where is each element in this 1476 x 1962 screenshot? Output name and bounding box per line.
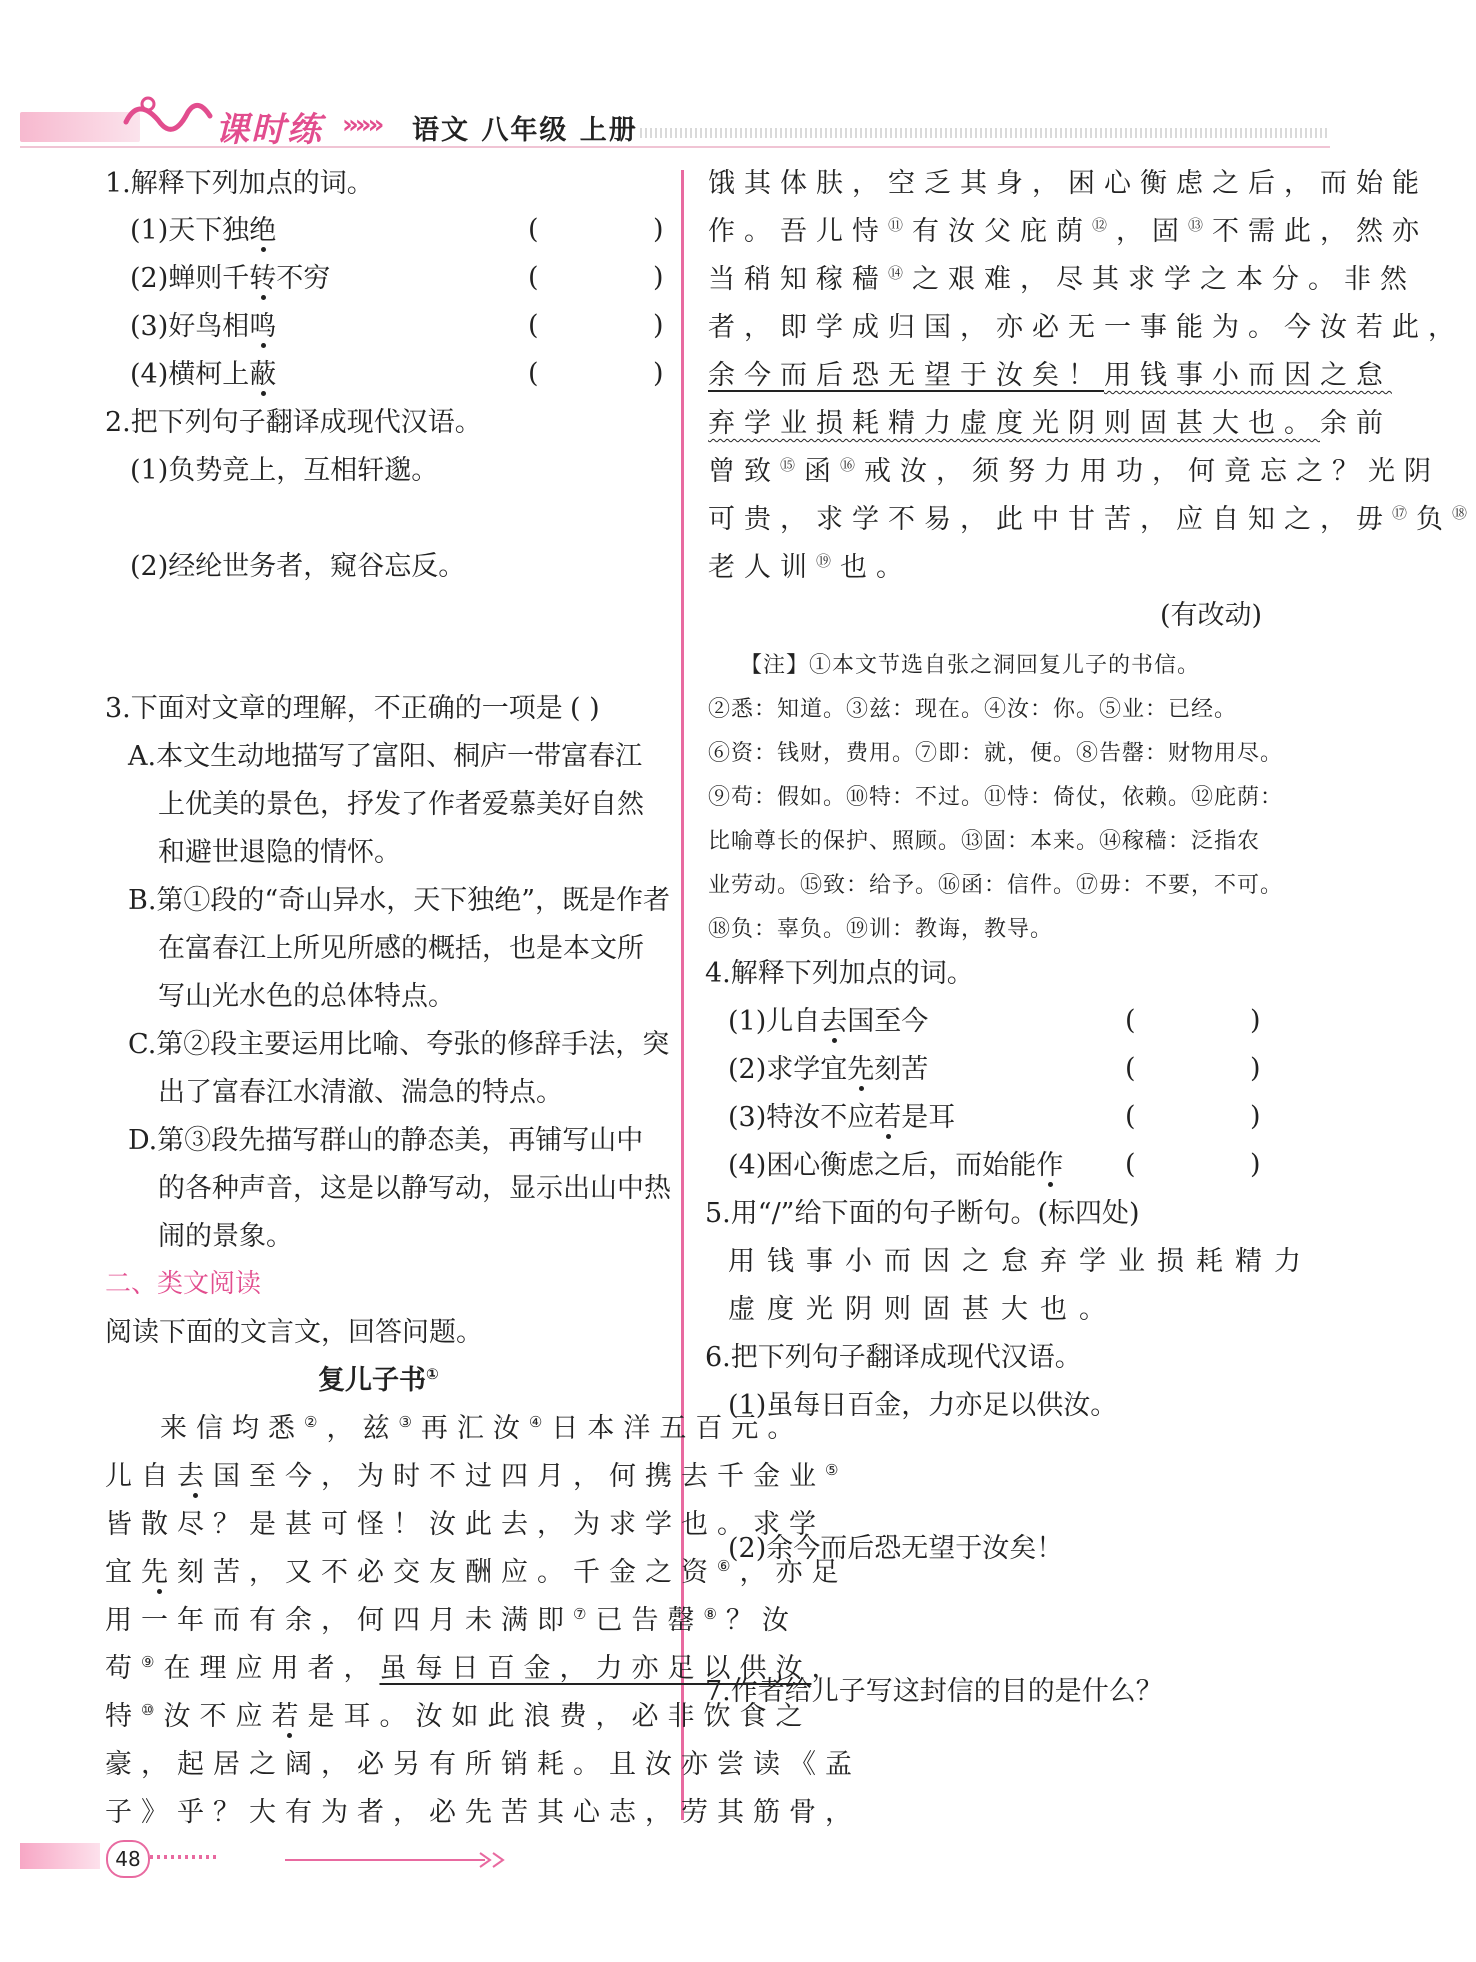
passage-line: 儿自去国至今，为时不过四月，何携去千金业⑤ — [105, 1461, 848, 1492]
brand-logo-icon — [118, 92, 213, 150]
footnote-line: ⑨苟：假如。⑩特：不过。⑪恃：倚仗，依赖。⑫庇荫： — [708, 785, 1284, 810]
passage-line: 可贵，求学不易，此中甘苦，应自知之，毋⑰负⑱ — [708, 504, 1476, 535]
answer-paren-open: ( — [1125, 1149, 1136, 1180]
answer-paren-open: ( — [1125, 1005, 1136, 1036]
q3-option-a-line: 上优美的景色，抒发了作者爱慕美好自然 — [158, 789, 644, 820]
section-heading: 二、类文阅读 — [105, 1269, 262, 1299]
q3-option-a-line: 和避世退隐的情怀。 — [158, 837, 401, 868]
answer-paren-close: ) — [1250, 1005, 1261, 1036]
q3-option-d-line: 闹的景象。 — [158, 1221, 293, 1252]
q1-item-4: (4)横柯上蔽 — [130, 359, 277, 390]
q4-item-1: (1)儿自去国至今 — [728, 1006, 929, 1037]
q3-option-c: C.第②段主要运用比喻、夸张的修辞手法，突 — [128, 1029, 670, 1060]
passage-title: 复儿子书① — [318, 1365, 439, 1396]
q3-option-b-line: 写山光水色的总体特点。 — [158, 981, 455, 1012]
brand-title: 课时练 — [215, 110, 323, 150]
passage-line: 用一年而有余，何四月未满即⑦已告罄⑧？汝 — [105, 1605, 798, 1636]
passage-line: 曾致⑮函⑯戒汝，须努力用功，何竟忘之？光阴 — [708, 456, 1441, 487]
answer-paren-open: ( — [528, 358, 539, 389]
passage-line: 皆散尽？是甚可怪！汝此去，为求学也。求学 — [105, 1509, 825, 1540]
footer-decoration — [20, 1843, 100, 1869]
footnote-line: 业劳动。⑮致：给予。⑯函：信件。⑰毋：不要，不可。 — [708, 873, 1284, 898]
q4-item-2: (2)求学宜先刻苦 — [728, 1054, 929, 1085]
footnote-line: 【注】①本文节选自张之洞回复儿子的书信。 — [740, 653, 1201, 678]
q5-stem: 5.用“/”给下面的句子断句。(标四处) — [705, 1198, 1140, 1229]
passage-line: 当稍知稼穑⑭之艰难，尽其求学之本分。非然 — [708, 264, 1417, 295]
passage-line: 豪，起居之阔，必另有所销耗。且汝亦尝读《孟 — [105, 1749, 861, 1780]
header-arrows: »»» — [342, 110, 381, 140]
reading-intro: 阅读下面的文言文，回答问题。 — [105, 1317, 483, 1348]
passage-line: 者，即学成归国，亦必无一事能为。今汝若此， — [708, 312, 1464, 343]
q3-option-a: A.本文生动地描写了富阳、桐庐一带富春江 — [128, 741, 643, 772]
q7-stem: 7.作者给儿子写这封信的目的是什么？ — [705, 1676, 1163, 1707]
passage-line: 作。吾儿恃⑪有汝父庇荫⑫，固⑬不需此，然亦 — [708, 216, 1429, 247]
footer-arrow-icon — [285, 1850, 515, 1870]
passage-line: 弃学业损耗精力虚度光阴则固甚大也。余前 — [708, 408, 1392, 439]
answer-paren-close: ) — [1250, 1053, 1261, 1084]
q3-option-d: D.第③段先描写群山的静态美，再铺写山中 — [128, 1125, 644, 1156]
passage-line: 老人训⑲也。 — [708, 552, 913, 583]
q2-sentence-1: (1)负势竞上，互相轩邈。 — [130, 455, 439, 486]
answer-paren-close: ) — [1250, 1101, 1261, 1132]
source-note: (有改动) — [1160, 600, 1263, 631]
answer-paren-close: ) — [653, 310, 664, 341]
q4-stem: 4.解释下列加点的词。 — [705, 958, 974, 989]
q3-option-b: B.第①段的“奇山异水，天下独绝”，既是作者 — [128, 885, 671, 916]
answer-paren-open: ( — [1125, 1101, 1136, 1132]
q5-sentence-line: 虚度光阴则固甚大也。 — [728, 1294, 1118, 1325]
page-number: 48 — [106, 1840, 150, 1878]
answer-paren-close: ) — [653, 358, 664, 389]
footnote-line: ⑥资：钱财，费用。⑦即：就，便。⑧告罄：财物用尽。 — [708, 741, 1284, 766]
q1-item-1: (1)天下独绝 — [130, 215, 277, 246]
q6-stem: 6.把下列句子翻译成现代汉语。 — [705, 1342, 1082, 1373]
passage-line: 来信均悉②，兹③再汇汝④日本洋五百元。 — [160, 1413, 804, 1444]
answer-paren-open: ( — [1125, 1053, 1136, 1084]
passage-line: 余今而后恐无望于汝矣！用钱事小而因之怠 — [708, 360, 1392, 391]
answer-paren-open: ( — [528, 214, 539, 245]
passage-line: 苟⑨在理应用者，虽每日百金，力亦足以供汝， — [105, 1653, 848, 1684]
q3-answer-paren: ( ) — [570, 693, 600, 724]
passage-line: 宜先刻苦，又不必交友酬应。千金之资⑥，亦足 — [105, 1557, 848, 1588]
answer-paren-close: ) — [1250, 1149, 1261, 1180]
book-subtitle: 语文 八年级 上册 — [412, 115, 638, 146]
q1-item-2: (2)蝉则千转不穷 — [130, 263, 331, 294]
answer-paren-open: ( — [528, 310, 539, 341]
footnote-line: ②悉：知道。③兹：现在。④汝：你。⑤业：已经。 — [708, 697, 1238, 722]
footer-dots — [150, 1855, 220, 1859]
q6-sentence-1: (1)虽每日百金，力亦足以供汝。 — [728, 1390, 1118, 1421]
footnote-line: 比喻尊长的保护、照顾。⑬固：本来。⑭稼穑：泛指农 — [708, 829, 1261, 854]
q1-stem: 1.解释下列加点的词。 — [105, 168, 374, 199]
q4-item-4: (4)困心衡虑之后，而始能作 — [728, 1150, 1064, 1181]
passage-line: 特⑩汝不应若是耳。汝如此浪费，必非饮食之 — [105, 1701, 812, 1732]
footnote-line: ⑱负：辜负。⑲训：教诲，教导。 — [708, 917, 1054, 942]
q6-sentence-2: (2)余今而后恐无望于汝矣！ — [728, 1533, 1064, 1564]
passage-line: 子》乎？大有为者，必先苦其心志，劳其筋骨， — [105, 1797, 861, 1828]
q3-option-b-line: 在富春江上所见所感的概括，也是本文所 — [158, 933, 644, 964]
q3-option-d-line: 的各种声音，这是以静写动，显示出山中热 — [158, 1173, 671, 1204]
answer-paren-open: ( — [528, 262, 539, 293]
answer-paren-close: ) — [653, 262, 664, 293]
q2-stem: 2.把下列句子翻译成现代汉语。 — [105, 407, 482, 438]
answer-paren-close: ) — [653, 214, 664, 245]
q1-item-3: (3)好鸟相鸣 — [130, 311, 277, 342]
q5-sentence-line: 用钱事小而因之怠弃学业损耗精力 — [728, 1246, 1313, 1277]
passage-line: 饿其体肤，空乏其身，困心衡虑之后，而始能 — [708, 168, 1428, 199]
q3-option-c-line: 出了富春江水清澈、湍急的特点。 — [158, 1077, 563, 1108]
q4-item-3: (3)特汝不应若是耳 — [728, 1102, 956, 1133]
q3-stem: 3.下面对文章的理解，不正确的一项是 — [105, 693, 563, 724]
q2-sentence-2: (2)经纶世务者，窥谷忘反。 — [130, 551, 466, 582]
header-dotted-rule — [640, 128, 1330, 138]
